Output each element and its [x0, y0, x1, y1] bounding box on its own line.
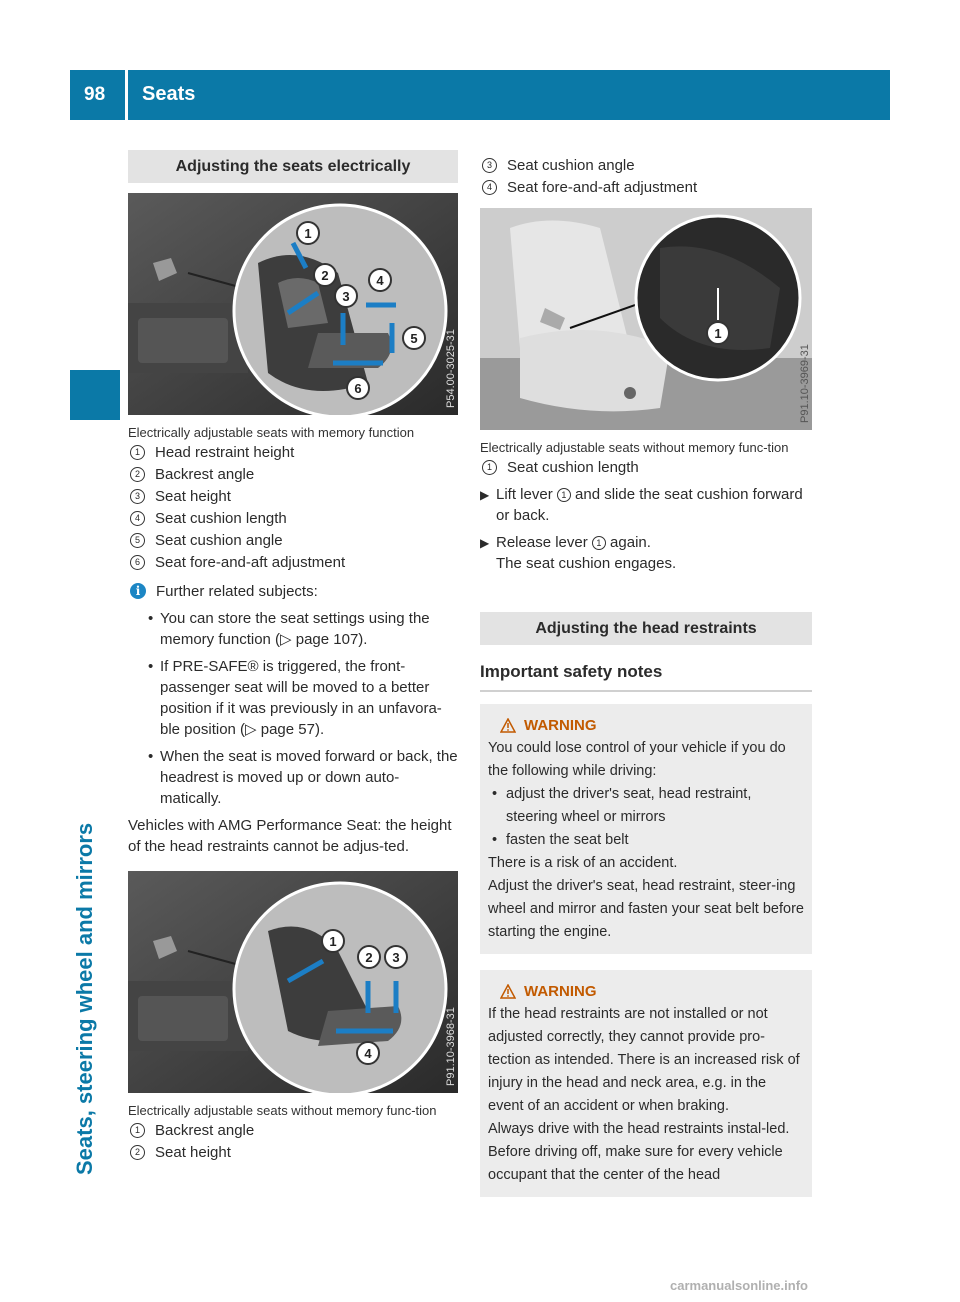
- info-intro: Further related subjects:: [156, 583, 318, 600]
- callout-3: 3: [392, 950, 400, 965]
- warning-heading: WARNING: [488, 980, 804, 1003]
- warning-text: Adjust the driver's seat, head restraint, steer-ing wheel and mirror and fasten your seat belt before starting the engine.: [488, 878, 804, 940]
- warning-triangle-icon: [500, 718, 516, 733]
- legend-item: 4 Seat cushion length: [128, 508, 458, 529]
- callout-1: 1: [714, 326, 722, 341]
- instruction-step: ▶ Release lever 1 again. The seat cushion engages.: [480, 534, 677, 572]
- list-item: • If PRE-SAFE® is triggered, the front-passenger seat will be moved to a better position if it was previously in an unfavora-ble position (▷ page 57).: [148, 658, 442, 738]
- step-arrow-icon: ▶: [480, 488, 490, 502]
- warning-text: If the head restraints are not installed or not adjusted correctly, they cannot provide pro-tection as intended. There is an increased risk of injury in the head and neck area, e.g. in the event of an accident or when braking.: [488, 1006, 800, 1114]
- subheading-safety-notes: Important safety notes: [480, 653, 812, 692]
- chapter-side-tab: [70, 120, 120, 1210]
- warning-intro: You could lose control of your vehicle if you do the following while driving:: [488, 740, 786, 779]
- seat-controls-no-memory-figure: [128, 871, 458, 1093]
- legend-item: 2 Backrest angle: [128, 464, 458, 485]
- page-header: [70, 70, 890, 120]
- chapter-title: Seats: [142, 83, 196, 105]
- legend-item: 3 Seat height: [128, 486, 458, 507]
- warning-text: There is a risk of an accident.: [488, 855, 678, 871]
- seat-cushion-lever-figure: [480, 208, 812, 430]
- list-item: • When the seat is moved forward or back, the headrest is moved up or down auto-matically.: [148, 748, 458, 807]
- page-number: 98: [84, 84, 106, 105]
- section-heading-head-restraints: Adjusting the head restraints: [480, 612, 812, 645]
- warning-heading: WARNING: [488, 714, 804, 737]
- figure-caption: Electrically adjustable seats without memory func-tion: [128, 1103, 437, 1118]
- warning-box: [480, 970, 812, 1197]
- figure-code: P91.10-3969-31: [799, 344, 811, 423]
- figure-code: P54.00-3025-31: [445, 329, 457, 408]
- figure-code: P91.10-3968-31: [445, 1007, 457, 1086]
- chapter-label: Seats, steering wheel and mirrors: [72, 822, 97, 1175]
- legend-item: 2 Seat height: [128, 1142, 458, 1163]
- tab-marker: [70, 370, 120, 420]
- callout-1: 1: [304, 226, 312, 241]
- callout-3: 3: [342, 289, 350, 304]
- list-item: • You can store the seat settings using the memory function (▷ page 107).: [148, 610, 430, 648]
- warning-triangle-icon: [500, 984, 516, 999]
- legend-item: 3 Seat cushion angle: [480, 155, 812, 176]
- section-heading-seats: Adjusting the seats electrically: [128, 150, 458, 183]
- callout-5: 5: [410, 331, 418, 346]
- callout-4: 4: [364, 1046, 372, 1061]
- callout-2: 2: [365, 950, 373, 965]
- header-divider: [125, 70, 128, 120]
- figure1-legend: [128, 442, 458, 573]
- info-note: [128, 581, 458, 602]
- callout-2: 2: [321, 268, 329, 283]
- figure-caption: Electrically adjustable seats without memory func-tion: [480, 440, 789, 455]
- step-arrow-icon: ▶: [480, 536, 490, 550]
- watermark: carmanualsonline.info: [670, 1278, 808, 1293]
- callout-4: 4: [376, 273, 384, 288]
- legend-item: 6 Seat fore-and-aft adjustment: [128, 552, 458, 573]
- figure-caption: Electrically adjustable seats with memory function: [128, 425, 415, 440]
- legend-item: 1 Backrest angle: [128, 1120, 458, 1141]
- instruction-step: ▶ Lift lever 1 and slide the seat cushion forward or back.: [480, 486, 803, 524]
- legend-item: 1 Head restraint height: [128, 442, 458, 463]
- callout-1: 1: [329, 934, 337, 949]
- left-column: [128, 150, 458, 1163]
- seat-controls-memory-figure: [128, 193, 458, 415]
- legend-item: 4 Seat fore-and-aft adjustment: [480, 177, 812, 198]
- right-column: [480, 150, 812, 1197]
- legend-item: 1 Seat cushion length: [480, 457, 812, 478]
- amg-note: Vehicles with AMG Performance Seat: the height of the head restraints cannot be adjus-ted.: [128, 817, 452, 855]
- info-icon: i: [130, 583, 146, 599]
- legend-item: 5 Seat cushion angle: [128, 530, 458, 551]
- warning-text: Always drive with the head restraints instal-led. Before driving off, make sure for every vehicle occupant that the center of the head: [488, 1121, 790, 1183]
- warning-box: [480, 704, 812, 954]
- callout-6: 6: [354, 381, 362, 396]
- list-item: • adjust the driver's seat, head restraint, steering wheel or mirrors: [492, 786, 752, 825]
- list-item: • fasten the seat belt: [492, 832, 629, 848]
